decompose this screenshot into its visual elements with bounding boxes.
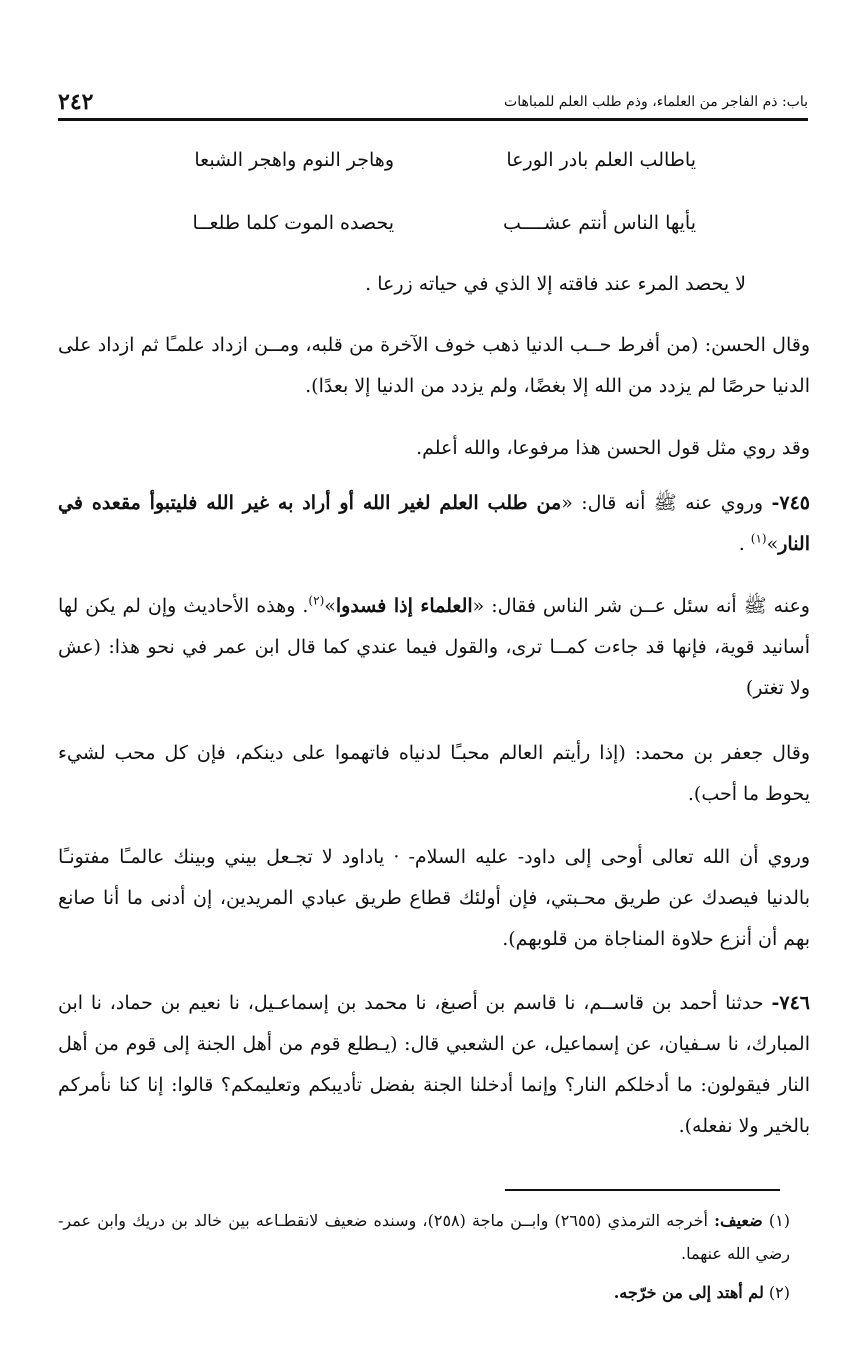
- page-number: ٢٤٢: [58, 89, 94, 115]
- running-head: باب: ذم الفاجر من العلماء، وذم طلب العلم للمباهات: [504, 94, 808, 110]
- footnote-separator: [505, 1189, 780, 1191]
- quote-close: »: [766, 533, 779, 555]
- verse-2-second-hemistich: يحصده الموت كلما طلعــا: [192, 212, 394, 234]
- footnote-1: [58, 1204, 790, 1270]
- paragraph-marfu: وقد روي مثل قول الحسن هذا مرفوعا، والله أعلم.: [416, 437, 810, 459]
- footnote-ref-2[interactable]: (٢): [308, 593, 325, 608]
- footnote-text: أخرجه الترمذي (٢٦٥٥) وابــن ماجة (٢٥٨)، وسنده ضعيف لانقطـاعه بين خالد بن دريك وابن عمر- رضي الله عنهما.: [58, 1211, 790, 1263]
- paragraph-jafar: وقال جعفر بن محمد: (إذا رأيتم العالم محبـًا لدنياه فاتهموا على دينكم، فإن كل محب لشيء يحوط ما أحب).: [58, 742, 810, 805]
- verse-3-line: لا يحصد المرء عند فاقته إلا الذي في حياته زرعا .: [365, 273, 746, 295]
- hadith-745: [58, 483, 810, 565]
- hadith-746: [58, 983, 810, 1147]
- commentary: . وهذه الأحاديث وإن لم يكن لها أسانيد قوية، فإنها قد جاءت كمــا ترى، والقول فيما عندي كما قال ابن عمر في نحو هذا: (عش ولا تغتر): [58, 595, 810, 699]
- hadith-text: العلماء إذا فسدوا: [335, 595, 473, 617]
- hadith-number: ٧٤٥-: [771, 492, 810, 514]
- footnote-2: [58, 1276, 790, 1309]
- footnote-number: (١): [768, 1211, 791, 1230]
- hadith-number: ٧٤٦-: [771, 992, 810, 1014]
- page-header: [58, 84, 808, 121]
- paragraph-hasan: وقال الحسن: (من أفرط حــب الدنيا ذهب خوف الآخرة من قلبه، ومــن ازداد علمـًا ثم ازداد على الدنيا حرصًا لم يزدد من الله إلا بغضًا، ولم يزدد من الدنيا إلا بعدًا).: [58, 334, 810, 397]
- hadith-text: حدثنا أحمد بن قاســم، نا قاسم بن أصبغ، نا محمد بن إسماعـيل، نا نعيم بن حماد، نا ابن المبارك، نا سـفيان، عن إسماعيل، عن الشعبي قال: (يـطلع قوم من أهل الجنة إلى قوم من أهل النار فيقولون: ما أدخلكم النار؟ وإنما أدخلنا الجنة بفضل تأديبكم وتعليمكم؟ قالوا: إنا كنا نأمركم بالخير ولا نفعله).: [58, 992, 810, 1137]
- hadith-intro: وعنه ﷺ أنه سئل عــن شر الناس فقال: «: [472, 595, 810, 617]
- verse-1-second-hemistich: وهاجر النوم واهجر الشبعا: [194, 149, 394, 171]
- hadith-text: من طلب العلم لغير الله أو أراد به غير الله فليتبوأ مقعده في النار: [58, 492, 810, 555]
- period: .: [738, 533, 751, 555]
- verse-2-first-hemistich: يأيها الناس أنتم عشــــب: [503, 212, 696, 234]
- footnote-number: (٢): [768, 1283, 790, 1302]
- footnote-grade: ضعيف:: [714, 1211, 763, 1230]
- footnote-ref-1[interactable]: (١): [750, 531, 767, 546]
- paragraph-dawud: وروي أن الله تعالى أوحى إلى داود- عليه السلام- · ياداود لا تجـعل بيني وبينك عالمـًا مفتونـًا بالدنيا فيصدك عن طريق محـبتي، فإن أولئك قطاع طريق عبادي المريدين، إن أدنى ما أنا صانع بهم أن أنزع حلاوة المناجاة من قلوبهم).: [58, 846, 810, 950]
- hadith-intro: وروي عنه ﷺ أنه قال: «: [561, 492, 772, 514]
- verse-1-first-hemistich: ياطالب العلم بادر الورعا: [506, 149, 696, 171]
- quote-close: »: [324, 595, 336, 617]
- paragraph-worst-people: [58, 586, 810, 709]
- footnote-text: لم أهتد إلى من خرّجه.: [613, 1283, 764, 1302]
